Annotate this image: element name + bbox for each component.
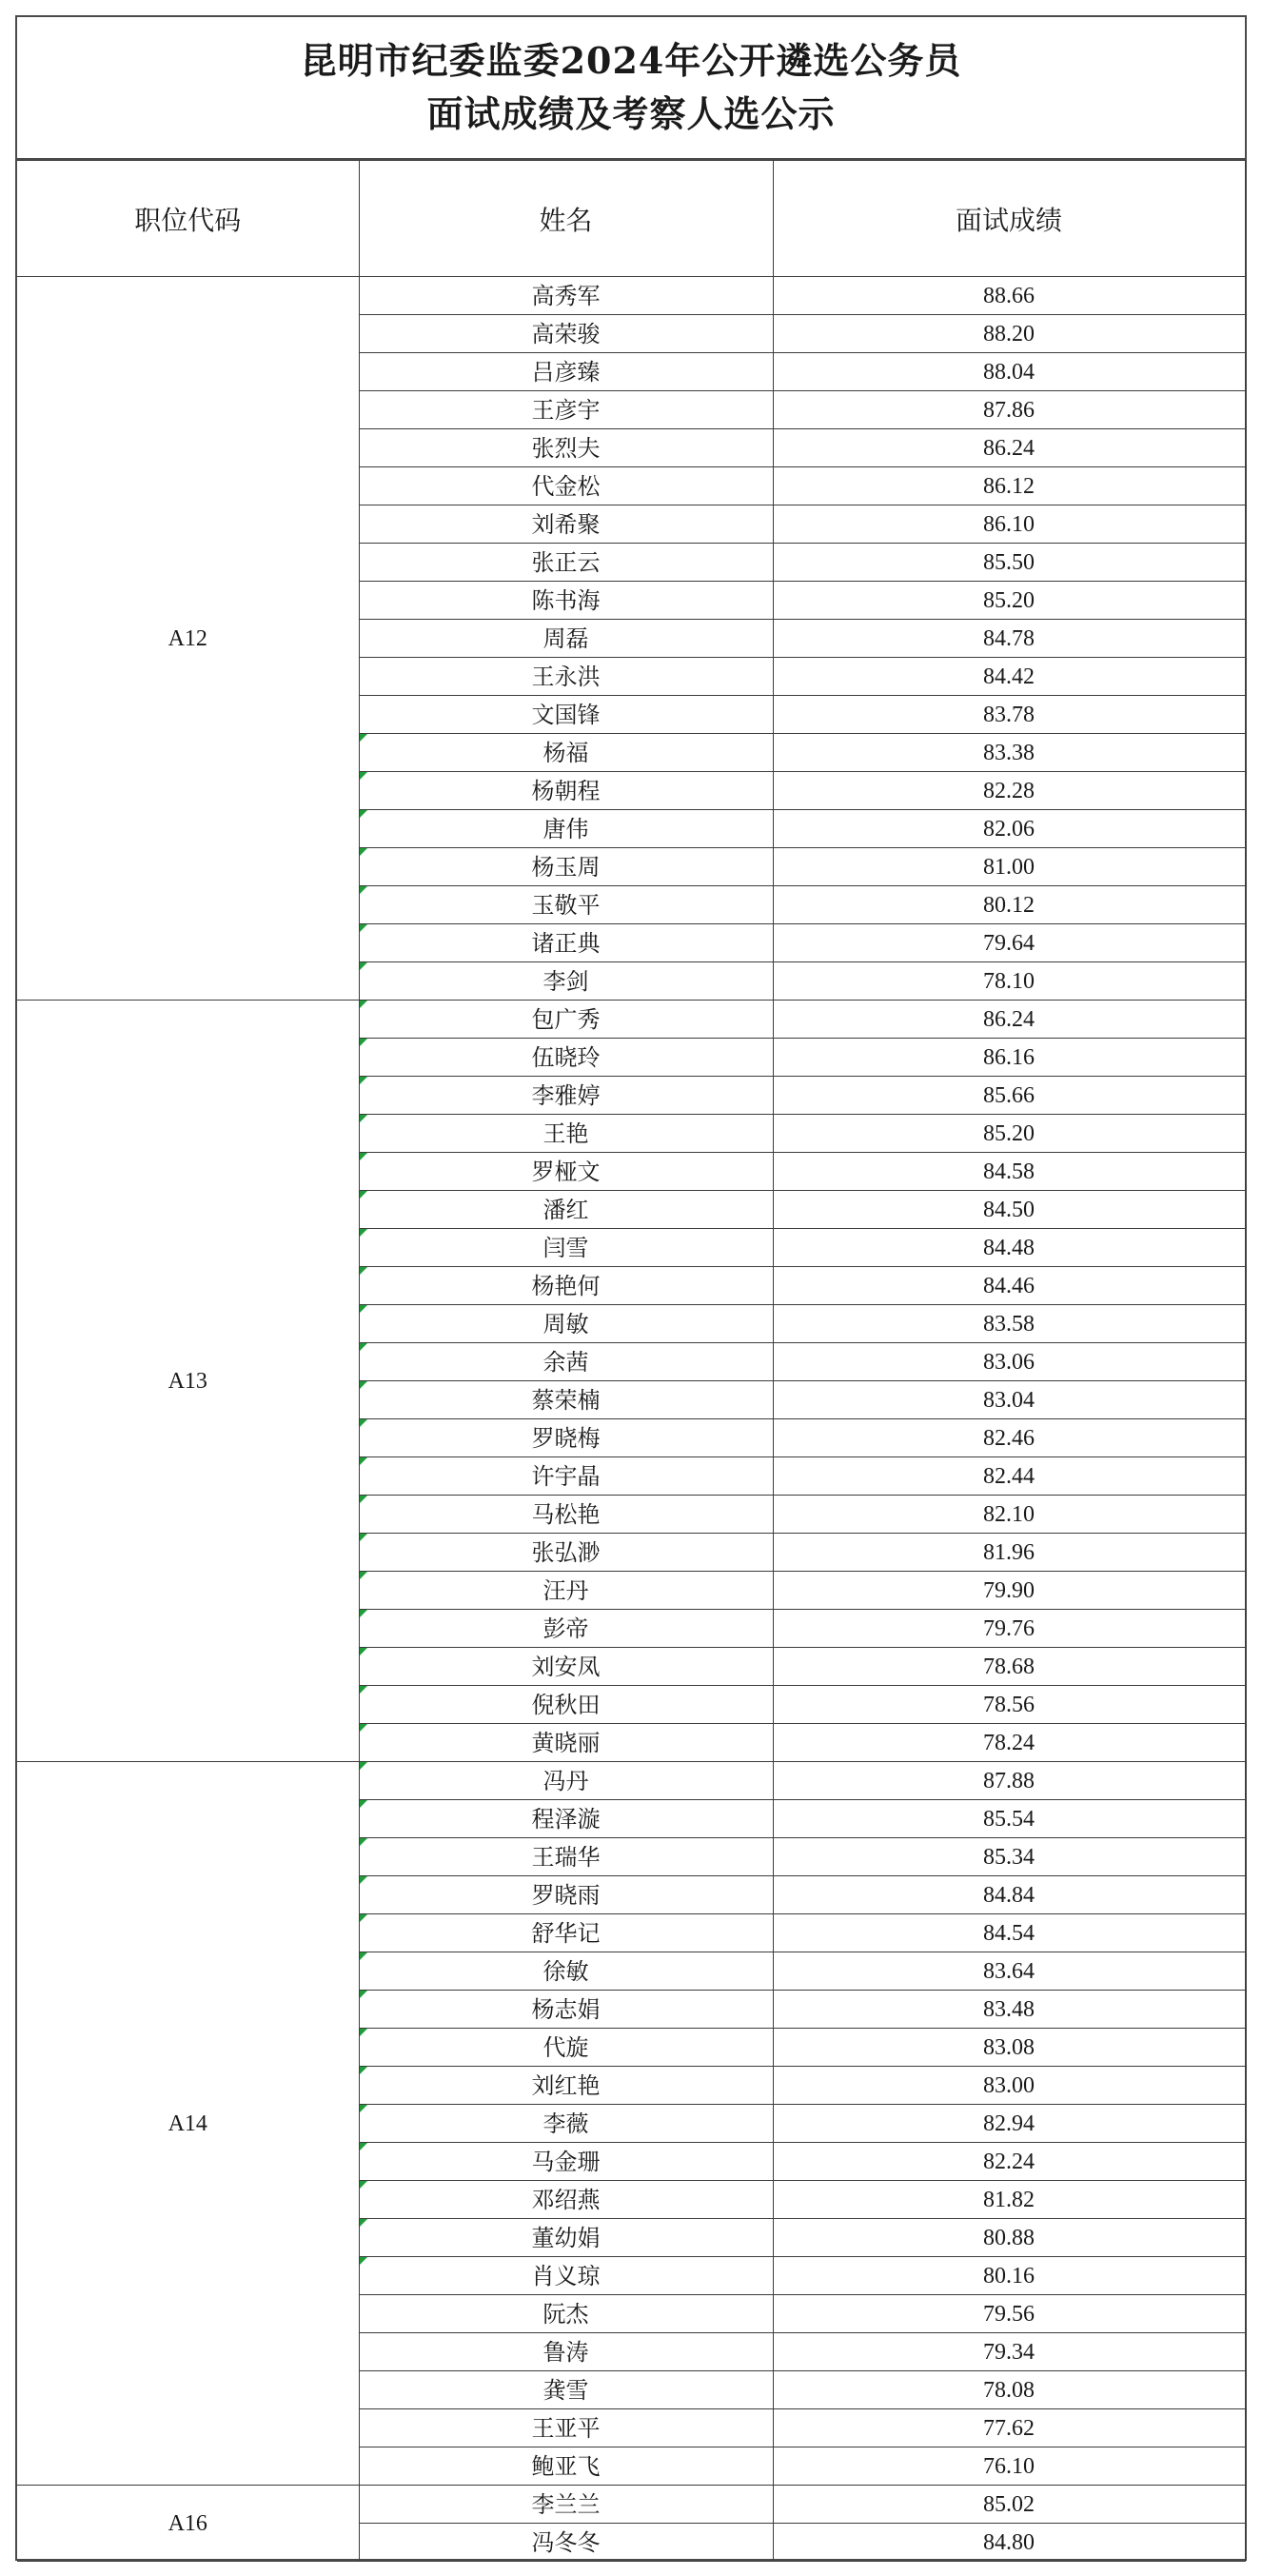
candidate-name: 代金松 — [531, 472, 601, 500]
interview-score-cell: 82.94 — [773, 2105, 1245, 2143]
cell-marker-icon — [360, 1762, 367, 1770]
interview-score-cell: 84.54 — [773, 1914, 1245, 1952]
candidate-name-cell — [359, 1191, 773, 1229]
candidate-name: 李兰兰 — [531, 2490, 601, 2518]
candidate-name-cell — [359, 1229, 773, 1267]
candidate-name-cell — [359, 1343, 773, 1381]
interview-score-cell: 77.62 — [773, 2409, 1245, 2447]
interview-score-cell: 79.90 — [773, 1572, 1245, 1610]
cell-marker-icon — [360, 848, 367, 856]
cell-marker-icon — [360, 1838, 367, 1846]
cell-marker-icon — [360, 2219, 367, 2227]
candidate-name: 阮杰 — [542, 2300, 589, 2328]
cell-marker-icon — [360, 1039, 367, 1046]
interview-score-cell: 88.04 — [773, 353, 1245, 391]
cell-marker-icon — [360, 2105, 367, 2112]
interview-score-cell: 84.50 — [773, 1191, 1245, 1229]
cell-marker-icon — [360, 1343, 367, 1351]
interview-score-cell: 86.24 — [773, 1001, 1245, 1039]
candidate-name-cell — [359, 1838, 773, 1876]
candidate-name: 闫雪 — [542, 1234, 589, 1261]
candidate-name-cell — [359, 2295, 773, 2333]
candidate-name-cell — [359, 2371, 773, 2409]
candidate-name: 唐伟 — [542, 815, 589, 842]
interview-score-cell: 79.76 — [773, 1610, 1245, 1648]
candidate-name: 倪秋田 — [531, 1691, 601, 1718]
candidate-name-cell — [359, 1724, 773, 1762]
candidate-name-cell — [359, 962, 773, 1001]
interview-score-cell: 83.64 — [773, 1952, 1245, 1991]
interview-score-cell: 85.20 — [773, 582, 1245, 620]
candidate-name: 蔡荣楠 — [531, 1386, 601, 1414]
table-row — [17, 2486, 1245, 2524]
cell-marker-icon — [360, 1914, 367, 1922]
interview-score-cell: 86.12 — [773, 467, 1245, 505]
candidate-name: 鲍亚飞 — [531, 2452, 601, 2480]
candidate-name: 冯冬冬 — [531, 2528, 601, 2556]
candidate-name-cell — [359, 2333, 773, 2371]
candidate-name: 高秀军 — [531, 282, 601, 309]
interview-score-cell: 85.50 — [773, 544, 1245, 582]
candidate-name: 张正云 — [531, 548, 601, 576]
candidate-name-cell — [359, 1686, 773, 1724]
cell-marker-icon — [360, 2143, 367, 2150]
candidate-name-cell — [359, 696, 773, 734]
candidate-name: 舒华记 — [531, 1919, 601, 1947]
candidate-name: 王永洪 — [531, 663, 601, 690]
cell-marker-icon — [360, 2181, 367, 2189]
candidate-name: 邓绍燕 — [531, 2186, 601, 2213]
interview-score-cell: 86.16 — [773, 1039, 1245, 1077]
candidate-name: 杨志娟 — [531, 1995, 601, 2023]
table-row — [17, 277, 1245, 315]
cell-marker-icon — [360, 1267, 367, 1275]
candidate-name: 玉敬平 — [531, 891, 601, 919]
candidate-name: 高荣骏 — [531, 320, 601, 347]
candidate-name-cell — [359, 2181, 773, 2219]
cell-marker-icon — [360, 1457, 367, 1465]
position-code-cell: A13 — [17, 1001, 359, 1762]
candidate-name-cell — [359, 886, 773, 924]
candidate-name-cell — [359, 924, 773, 962]
candidate-name: 鲁涛 — [542, 2338, 589, 2366]
candidate-name-cell — [359, 2524, 773, 2562]
candidate-name-cell — [359, 1534, 773, 1572]
interview-score-cell: 81.00 — [773, 848, 1245, 886]
interview-score-cell: 78.68 — [773, 1648, 1245, 1686]
cell-marker-icon — [360, 1191, 367, 1199]
candidate-name: 代旋 — [542, 2033, 589, 2061]
candidate-name: 罗晓梅 — [531, 1424, 601, 1452]
candidate-name-cell — [359, 315, 773, 353]
cell-marker-icon — [360, 962, 367, 970]
interview-score-cell: 82.06 — [773, 810, 1245, 848]
candidate-name: 张弘渺 — [531, 1538, 601, 1566]
candidate-name: 汪丹 — [542, 1576, 589, 1604]
header-position-code: 职位代码 — [17, 161, 359, 277]
candidate-name-cell — [359, 544, 773, 582]
position-code-cell: A14 — [17, 1762, 359, 2486]
cell-marker-icon — [360, 924, 367, 932]
candidate-name: 张烈夫 — [531, 434, 601, 462]
candidate-name: 潘红 — [542, 1196, 589, 1223]
cell-marker-icon — [360, 1534, 367, 1541]
cell-marker-icon — [360, 1686, 367, 1694]
cell-marker-icon — [360, 734, 367, 742]
header-row — [17, 161, 1245, 277]
candidate-name: 陈书海 — [531, 586, 601, 614]
candidate-name: 周磊 — [542, 624, 589, 652]
candidate-name-cell — [359, 1115, 773, 1153]
interview-score-cell: 84.78 — [773, 620, 1245, 658]
candidate-name-cell — [359, 1457, 773, 1496]
candidate-name: 杨玉周 — [531, 853, 601, 881]
cell-marker-icon — [360, 2067, 367, 2074]
interview-score-cell: 83.38 — [773, 734, 1245, 772]
candidate-name: 王瑞华 — [531, 1843, 601, 1871]
interview-score-cell: 80.12 — [773, 886, 1245, 924]
candidate-name: 吕彦臻 — [531, 358, 601, 386]
cell-marker-icon — [360, 1305, 367, 1313]
candidate-name-cell — [359, 353, 773, 391]
interview-score-cell: 81.82 — [773, 2181, 1245, 2219]
candidate-name-cell — [359, 1077, 773, 1115]
candidate-name-cell — [359, 582, 773, 620]
candidate-name-cell — [359, 2143, 773, 2181]
header-name: 姓名 — [359, 161, 773, 277]
position-code-cell: A16 — [17, 2486, 359, 2562]
candidate-name-cell — [359, 1572, 773, 1610]
candidate-name-cell — [359, 1914, 773, 1952]
interview-score-cell: 81.96 — [773, 1534, 1245, 1572]
interview-score-cell: 80.16 — [773, 2257, 1245, 2295]
title-block — [17, 17, 1245, 160]
candidate-name: 董幼娟 — [531, 2224, 601, 2251]
candidate-name-cell — [359, 658, 773, 696]
candidate-name-cell — [359, 505, 773, 544]
page-subtitle: 面试成绩及考察人选公示 — [426, 92, 836, 135]
candidate-name: 王艳 — [542, 1120, 589, 1147]
candidate-name-cell — [359, 2257, 773, 2295]
interview-score-cell: 85.54 — [773, 1800, 1245, 1838]
candidate-name-cell — [359, 810, 773, 848]
candidate-name-cell — [359, 734, 773, 772]
cell-marker-icon — [360, 1496, 367, 1503]
interview-score-cell: 78.10 — [773, 962, 1245, 1001]
candidate-name-cell — [359, 391, 773, 429]
interview-score-cell: 82.44 — [773, 1457, 1245, 1496]
candidate-name: 彭帝 — [542, 1615, 589, 1642]
interview-score-cell: 85.66 — [773, 1077, 1245, 1115]
candidate-name: 罗桠文 — [531, 1158, 601, 1185]
candidate-name: 黄晓丽 — [531, 1729, 601, 1756]
interview-score-cell: 84.84 — [773, 1876, 1245, 1914]
table-row — [17, 1762, 1245, 1800]
interview-score-cell: 84.58 — [773, 1153, 1245, 1191]
cell-marker-icon — [360, 810, 367, 818]
candidate-name: 李剑 — [542, 967, 589, 995]
interview-score-cell: 86.10 — [773, 505, 1245, 544]
candidate-name-cell — [359, 2447, 773, 2486]
cell-marker-icon — [360, 1610, 367, 1617]
candidate-name: 杨朝程 — [531, 777, 601, 804]
table-row — [17, 1001, 1245, 1039]
candidate-name: 冯丹 — [542, 1767, 589, 1794]
candidate-name: 余茜 — [542, 1348, 589, 1376]
interview-score-cell: 83.08 — [773, 2029, 1245, 2067]
interview-score-cell: 83.58 — [773, 1305, 1245, 1343]
interview-score-cell: 79.34 — [773, 2333, 1245, 2371]
candidate-name: 李薇 — [542, 2110, 589, 2137]
interview-score-cell: 87.88 — [773, 1762, 1245, 1800]
candidate-name: 刘安凤 — [531, 1653, 601, 1680]
candidate-name: 罗晓雨 — [531, 1881, 601, 1909]
interview-score-cell: 87.86 — [773, 391, 1245, 429]
interview-score-cell: 82.10 — [773, 1496, 1245, 1534]
interview-score-cell: 83.78 — [773, 696, 1245, 734]
interview-score-cell: 84.42 — [773, 658, 1245, 696]
candidate-name: 杨福 — [542, 739, 589, 766]
page-title: 昆明市纪委监委2024年公开遴选公务员 — [300, 39, 962, 82]
cell-marker-icon — [360, 1876, 367, 1884]
candidate-name-cell — [359, 2409, 773, 2447]
candidate-name: 刘希聚 — [531, 510, 601, 538]
candidate-name-cell — [359, 1991, 773, 2029]
candidate-name: 诸正典 — [531, 929, 601, 957]
candidate-name-cell — [359, 1496, 773, 1534]
interview-score-cell: 78.56 — [773, 1686, 1245, 1724]
cell-marker-icon — [360, 1115, 367, 1122]
interview-score-cell: 85.02 — [773, 2486, 1245, 2524]
cell-marker-icon — [360, 1724, 367, 1732]
cell-marker-icon — [360, 2029, 367, 2036]
interview-score-cell: 84.80 — [773, 2524, 1245, 2562]
candidate-name-cell — [359, 2029, 773, 2067]
candidate-name-cell — [359, 1648, 773, 1686]
notice-sheet — [15, 15, 1247, 2561]
interview-score-cell: 80.88 — [773, 2219, 1245, 2257]
interview-score-cell: 83.04 — [773, 1381, 1245, 1419]
candidate-name: 马松艳 — [531, 1500, 601, 1528]
candidate-name: 刘红艳 — [531, 2071, 601, 2099]
cell-marker-icon — [360, 1800, 367, 1808]
cell-marker-icon — [360, 2257, 367, 2265]
candidate-name-cell — [359, 429, 773, 467]
candidate-name-cell — [359, 2067, 773, 2105]
candidate-name: 周敏 — [542, 1310, 589, 1338]
interview-score-cell: 86.24 — [773, 429, 1245, 467]
candidate-name: 龚雪 — [542, 2376, 589, 2404]
candidate-name-cell — [359, 1876, 773, 1914]
results-table — [17, 160, 1246, 2562]
interview-score-cell: 88.66 — [773, 277, 1245, 315]
candidate-name-cell — [359, 1800, 773, 1838]
cell-marker-icon — [360, 1419, 367, 1427]
candidate-name-cell — [359, 467, 773, 505]
candidate-name-cell — [359, 1762, 773, 1800]
cell-marker-icon — [360, 772, 367, 780]
cell-marker-icon — [360, 1952, 367, 1960]
cell-marker-icon — [360, 1153, 367, 1160]
interview-score-cell: 82.46 — [773, 1419, 1245, 1457]
results-table-body — [17, 161, 1245, 2562]
candidate-name-cell — [359, 1039, 773, 1077]
candidate-name-cell — [359, 2105, 773, 2143]
candidate-name: 杨艳何 — [531, 1272, 601, 1299]
candidate-name-cell — [359, 848, 773, 886]
interview-score-cell: 79.56 — [773, 2295, 1245, 2333]
cell-marker-icon — [360, 1077, 367, 1084]
candidate-name-cell — [359, 1610, 773, 1648]
candidate-name-cell — [359, 1305, 773, 1343]
interview-score-cell: 76.10 — [773, 2447, 1245, 2486]
interview-score-cell: 78.24 — [773, 1724, 1245, 1762]
candidate-name-cell — [359, 772, 773, 810]
candidate-name: 马金珊 — [531, 2148, 601, 2175]
cell-marker-icon — [360, 886, 367, 894]
cell-marker-icon — [360, 1572, 367, 1579]
interview-score-cell: 79.64 — [773, 924, 1245, 962]
candidate-name: 文国锋 — [531, 701, 601, 728]
candidate-name: 王彦宇 — [531, 396, 601, 424]
candidate-name: 许宇晶 — [531, 1462, 601, 1490]
candidate-name: 伍晓玲 — [531, 1043, 601, 1071]
candidate-name: 王亚平 — [531, 2414, 601, 2442]
header-interview-score: 面试成绩 — [773, 161, 1245, 277]
cell-marker-icon — [360, 1229, 367, 1237]
interview-score-cell: 82.28 — [773, 772, 1245, 810]
interview-score-cell: 84.48 — [773, 1229, 1245, 1267]
candidate-name-cell — [359, 2486, 773, 2524]
interview-score-cell: 83.06 — [773, 1343, 1245, 1381]
cell-marker-icon — [360, 1648, 367, 1655]
candidate-name-cell — [359, 2219, 773, 2257]
candidate-name-cell — [359, 1952, 773, 1991]
candidate-name: 包广秀 — [531, 1005, 601, 1033]
candidate-name: 徐敏 — [542, 1957, 589, 1985]
interview-score-cell: 83.00 — [773, 2067, 1245, 2105]
position-code-cell: A12 — [17, 277, 359, 1001]
candidate-name: 程泽漩 — [531, 1805, 601, 1833]
candidate-name-cell — [359, 1001, 773, 1039]
candidate-name-cell — [359, 277, 773, 315]
candidate-name-cell — [359, 620, 773, 658]
candidate-name-cell — [359, 1267, 773, 1305]
interview-score-cell: 85.34 — [773, 1838, 1245, 1876]
interview-score-cell: 88.20 — [773, 315, 1245, 353]
interview-score-cell: 83.48 — [773, 1991, 1245, 2029]
interview-score-cell: 82.24 — [773, 2143, 1245, 2181]
candidate-name-cell — [359, 1381, 773, 1419]
candidate-name: 李雅婷 — [531, 1081, 601, 1109]
candidate-name: 肖义琼 — [531, 2262, 601, 2289]
interview-score-cell: 84.46 — [773, 1267, 1245, 1305]
interview-score-cell: 85.20 — [773, 1115, 1245, 1153]
cell-marker-icon — [360, 1001, 367, 1008]
cell-marker-icon — [360, 1991, 367, 1998]
candidate-name-cell — [359, 1153, 773, 1191]
candidate-name-cell — [359, 1419, 773, 1457]
interview-score-cell: 78.08 — [773, 2371, 1245, 2409]
cell-marker-icon — [360, 1381, 367, 1389]
